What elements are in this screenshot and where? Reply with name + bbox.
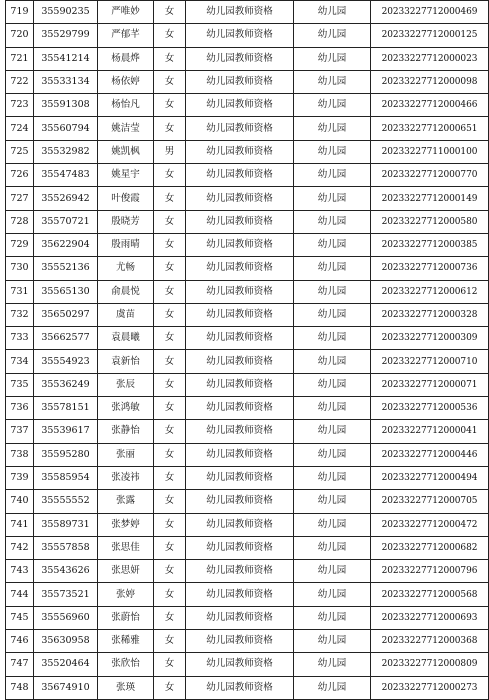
table-row (6, 513, 489, 536)
row-number-cell: 739 (6, 466, 34, 489)
sex-cell: 女 (154, 560, 186, 583)
row-number-cell: 733 (6, 327, 34, 350)
name-cell: 张思佳 (98, 536, 154, 559)
id-cell: 35595280 (34, 443, 98, 466)
id-cell: 35555552 (34, 490, 98, 513)
certificate-number-cell: 20233227712000273 (371, 676, 489, 699)
sex-cell: 男 (154, 140, 186, 163)
table-row (6, 583, 489, 606)
name-cell: 张婷 (98, 583, 154, 606)
certificate-type-cell: 幼儿园教师资格 (186, 1, 294, 24)
sex-cell: 女 (154, 490, 186, 513)
certificate-type-cell: 幼儿园教师资格 (186, 583, 294, 606)
certificate-type-cell: 幼儿园教师资格 (186, 676, 294, 699)
sex-cell: 女 (154, 47, 186, 70)
name-cell: 张露 (98, 490, 154, 513)
id-cell: 35650297 (34, 303, 98, 326)
certificate-number-cell: 20233227712000580 (371, 210, 489, 233)
certificate-number-cell: 20233227712000328 (371, 303, 489, 326)
id-cell: 35565130 (34, 280, 98, 303)
table-row (6, 373, 489, 396)
certificate-type-cell: 幼儿园教师资格 (186, 303, 294, 326)
name-cell: 杨晨烨 (98, 47, 154, 70)
row-number-cell: 722 (6, 70, 34, 93)
subject-cell: 幼儿园 (294, 513, 371, 536)
id-cell: 35578151 (34, 397, 98, 420)
row-number-cell: 737 (6, 420, 34, 443)
name-cell: 虞苗 (98, 303, 154, 326)
table-row (6, 536, 489, 559)
row-number-cell: 736 (6, 397, 34, 420)
subject-cell: 幼儿园 (294, 303, 371, 326)
id-cell: 35520464 (34, 653, 98, 676)
name-cell: 张丽 (98, 443, 154, 466)
certificate-type-cell: 幼儿园教师资格 (186, 350, 294, 373)
row-number-cell: 730 (6, 257, 34, 280)
row-number-cell: 745 (6, 606, 34, 629)
table-row (6, 117, 489, 140)
row-number-cell: 719 (6, 1, 34, 24)
sex-cell: 女 (154, 536, 186, 559)
sex-cell: 女 (154, 94, 186, 117)
certificate-number-cell: 20233227712000125 (371, 24, 489, 47)
table-row (6, 653, 489, 676)
certificate-type-cell: 幼儿园教师资格 (186, 420, 294, 443)
id-cell: 35554923 (34, 350, 98, 373)
id-cell: 35539617 (34, 420, 98, 443)
id-cell: 35532982 (34, 140, 98, 163)
id-cell: 35560794 (34, 117, 98, 140)
subject-cell: 幼儿园 (294, 187, 371, 210)
name-cell: 张稀雅 (98, 630, 154, 653)
table-row (6, 443, 489, 466)
certificate-type-cell: 幼儿园教师资格 (186, 373, 294, 396)
row-number-cell: 729 (6, 233, 34, 256)
sex-cell: 女 (154, 70, 186, 93)
subject-cell: 幼儿园 (294, 536, 371, 559)
certificate-table (5, 0, 489, 700)
sex-cell: 女 (154, 653, 186, 676)
subject-cell: 幼儿园 (294, 24, 371, 47)
certificate-type-cell: 幼儿园教师资格 (186, 490, 294, 513)
certificate-number-cell: 20233227712000469 (371, 1, 489, 24)
certificate-number-cell: 20233227712000149 (371, 187, 489, 210)
certificate-number-cell: 20233227712000682 (371, 536, 489, 559)
certificate-type-cell: 幼儿园教师资格 (186, 94, 294, 117)
table-row (6, 466, 489, 489)
sex-cell: 女 (154, 513, 186, 536)
certificate-type-cell: 幼儿园教师资格 (186, 47, 294, 70)
sex-cell: 女 (154, 327, 186, 350)
certificate-type-cell: 幼儿园教师资格 (186, 140, 294, 163)
certificate-type-cell: 幼儿园教师资格 (186, 560, 294, 583)
certificate-type-cell: 幼儿园教师资格 (186, 443, 294, 466)
row-number-cell: 720 (6, 24, 34, 47)
certificate-number-cell: 20233227712000041 (371, 420, 489, 443)
id-cell: 35662577 (34, 327, 98, 350)
sex-cell: 女 (154, 583, 186, 606)
subject-cell: 幼儿园 (294, 257, 371, 280)
row-number-cell: 731 (6, 280, 34, 303)
name-cell: 严郁芊 (98, 24, 154, 47)
name-cell: 张思妍 (98, 560, 154, 583)
certificate-type-cell: 幼儿园教师资格 (186, 536, 294, 559)
name-cell: 姚凯枫 (98, 140, 154, 163)
row-number-cell: 738 (6, 443, 34, 466)
id-cell: 35622904 (34, 233, 98, 256)
certificate-number-cell: 20233227712000770 (371, 164, 489, 187)
subject-cell: 幼儿园 (294, 164, 371, 187)
certificate-number-cell: 20233227712000472 (371, 513, 489, 536)
certificate-number-cell: 20233227712000466 (371, 94, 489, 117)
certificate-number-cell: 20233227712000736 (371, 257, 489, 280)
table-row (6, 187, 489, 210)
certificate-number-cell: 20233227712000796 (371, 560, 489, 583)
subject-cell: 幼儿园 (294, 490, 371, 513)
subject-cell: 幼儿园 (294, 70, 371, 93)
sex-cell: 女 (154, 24, 186, 47)
id-cell: 35529799 (34, 24, 98, 47)
table-row (6, 257, 489, 280)
id-cell: 35543626 (34, 560, 98, 583)
certificate-number-cell: 20233227712000693 (371, 606, 489, 629)
table-row (6, 47, 489, 70)
row-number-cell: 741 (6, 513, 34, 536)
certificate-number-cell: 20233227712000385 (371, 233, 489, 256)
certificate-number-cell: 20233227712000309 (371, 327, 489, 350)
row-number-cell: 740 (6, 490, 34, 513)
sex-cell: 女 (154, 117, 186, 140)
name-cell: 张蔚怡 (98, 606, 154, 629)
certificate-type-cell: 幼儿园教师资格 (186, 24, 294, 47)
subject-cell: 幼儿园 (294, 280, 371, 303)
table-row (6, 70, 489, 93)
id-cell: 35589731 (34, 513, 98, 536)
row-number-cell: 742 (6, 536, 34, 559)
name-cell: 俞晨悦 (98, 280, 154, 303)
row-number-cell: 726 (6, 164, 34, 187)
table-row (6, 280, 489, 303)
sex-cell: 女 (154, 676, 186, 699)
name-cell: 殷晓芳 (98, 210, 154, 233)
row-number-cell: 746 (6, 630, 34, 653)
id-cell: 35536249 (34, 373, 98, 396)
id-cell: 35674910 (34, 676, 98, 699)
sex-cell: 女 (154, 233, 186, 256)
name-cell: 严唯妙 (98, 1, 154, 24)
id-cell: 35570721 (34, 210, 98, 233)
subject-cell: 幼儿园 (294, 676, 371, 699)
table-row (6, 303, 489, 326)
certificate-number-cell: 20233227712000536 (371, 397, 489, 420)
id-cell: 35547483 (34, 164, 98, 187)
subject-cell: 幼儿园 (294, 140, 371, 163)
subject-cell: 幼儿园 (294, 47, 371, 70)
name-cell: 姚洁莹 (98, 117, 154, 140)
id-cell: 35585954 (34, 466, 98, 489)
name-cell: 张鸿敏 (98, 397, 154, 420)
certificate-number-cell: 20233227712000494 (371, 466, 489, 489)
name-cell: 殷雨晴 (98, 233, 154, 256)
certificate-type-cell: 幼儿园教师资格 (186, 653, 294, 676)
certificate-type-cell: 幼儿园教师资格 (186, 117, 294, 140)
row-number-cell: 721 (6, 47, 34, 70)
certificate-number-cell: 20233227712000071 (371, 373, 489, 396)
sex-cell: 女 (154, 350, 186, 373)
certificate-number-cell: 20233227712000612 (371, 280, 489, 303)
name-cell: 张梦婷 (98, 513, 154, 536)
id-cell: 35556960 (34, 606, 98, 629)
row-number-cell: 727 (6, 187, 34, 210)
sex-cell: 女 (154, 606, 186, 629)
certificate-type-cell: 幼儿园教师资格 (186, 606, 294, 629)
certificate-type-cell: 幼儿园教师资格 (186, 513, 294, 536)
row-number-cell: 723 (6, 94, 34, 117)
certificate-number-cell: 20233227712000809 (371, 653, 489, 676)
table-row (6, 560, 489, 583)
table-row (6, 397, 489, 420)
subject-cell: 幼儿园 (294, 560, 371, 583)
certificate-type-cell: 幼儿园教师资格 (186, 164, 294, 187)
name-cell: 张瑛 (98, 676, 154, 699)
row-number-cell: 747 (6, 653, 34, 676)
name-cell: 张辰 (98, 373, 154, 396)
id-cell: 35590235 (34, 1, 98, 24)
row-number-cell: 735 (6, 373, 34, 396)
sex-cell: 女 (154, 1, 186, 24)
row-number-cell: 744 (6, 583, 34, 606)
subject-cell: 幼儿园 (294, 606, 371, 629)
row-number-cell: 748 (6, 676, 34, 699)
certificate-number-cell: 20233227712000710 (371, 350, 489, 373)
subject-cell: 幼儿园 (294, 350, 371, 373)
subject-cell: 幼儿园 (294, 466, 371, 489)
row-number-cell: 743 (6, 560, 34, 583)
certificate-number-cell: 20233227712000023 (371, 47, 489, 70)
table-row (6, 24, 489, 47)
name-cell: 袁晨曦 (98, 327, 154, 350)
subject-cell: 幼儿园 (294, 653, 371, 676)
table-row (6, 164, 489, 187)
table-row (6, 233, 489, 256)
certificate-number-cell: 20233227712000368 (371, 630, 489, 653)
table-row (6, 490, 489, 513)
subject-cell: 幼儿园 (294, 443, 371, 466)
sex-cell: 女 (154, 210, 186, 233)
row-number-cell: 728 (6, 210, 34, 233)
table-row (6, 327, 489, 350)
certificate-type-cell: 幼儿园教师资格 (186, 257, 294, 280)
id-cell: 35557858 (34, 536, 98, 559)
subject-cell: 幼儿园 (294, 94, 371, 117)
table-row (6, 630, 489, 653)
subject-cell: 幼儿园 (294, 1, 371, 24)
certificate-number-cell: 20233227712000705 (371, 490, 489, 513)
row-number-cell: 734 (6, 350, 34, 373)
name-cell: 张凌祎 (98, 466, 154, 489)
name-cell: 张静怡 (98, 420, 154, 443)
id-cell: 35573521 (34, 583, 98, 606)
certificate-type-cell: 幼儿园教师资格 (186, 397, 294, 420)
sex-cell: 女 (154, 164, 186, 187)
sex-cell: 女 (154, 303, 186, 326)
id-cell: 35526942 (34, 187, 98, 210)
sex-cell: 女 (154, 630, 186, 653)
subject-cell: 幼儿园 (294, 233, 371, 256)
subject-cell: 幼儿园 (294, 373, 371, 396)
table-row (6, 94, 489, 117)
name-cell: 张欣怡 (98, 653, 154, 676)
certificate-type-cell: 幼儿园教师资格 (186, 70, 294, 93)
row-number-cell: 725 (6, 140, 34, 163)
table-row (6, 606, 489, 629)
sex-cell: 女 (154, 397, 186, 420)
table-row (6, 210, 489, 233)
name-cell: 杨怡凡 (98, 94, 154, 117)
sex-cell: 女 (154, 187, 186, 210)
table-row (6, 676, 489, 699)
sex-cell: 女 (154, 443, 186, 466)
name-cell: 袁新怡 (98, 350, 154, 373)
table-body (6, 1, 489, 700)
certificate-number-cell: 20233227712000446 (371, 443, 489, 466)
subject-cell: 幼儿园 (294, 420, 371, 443)
sex-cell: 女 (154, 257, 186, 280)
id-cell: 35541214 (34, 47, 98, 70)
certificate-type-cell: 幼儿园教师资格 (186, 327, 294, 350)
name-cell: 杨依婷 (98, 70, 154, 93)
table-row (6, 140, 489, 163)
sex-cell: 女 (154, 466, 186, 489)
row-number-cell: 732 (6, 303, 34, 326)
certificate-number-cell: 20233227712000651 (371, 117, 489, 140)
name-cell: 尤畅 (98, 257, 154, 280)
id-cell: 35533134 (34, 70, 98, 93)
id-cell: 35552136 (34, 257, 98, 280)
subject-cell: 幼儿园 (294, 327, 371, 350)
subject-cell: 幼儿园 (294, 210, 371, 233)
certificate-type-cell: 幼儿园教师资格 (186, 187, 294, 210)
certificate-type-cell: 幼儿园教师资格 (186, 233, 294, 256)
sex-cell: 女 (154, 420, 186, 443)
certificate-type-cell: 幼儿园教师资格 (186, 210, 294, 233)
name-cell: 姚星宇 (98, 164, 154, 187)
certificate-number-cell: 20233227712000568 (371, 583, 489, 606)
certificate-number-cell: 20233227711000100 (371, 140, 489, 163)
row-number-cell: 724 (6, 117, 34, 140)
certificate-type-cell: 幼儿园教师资格 (186, 280, 294, 303)
table-row (6, 1, 489, 24)
subject-cell: 幼儿园 (294, 630, 371, 653)
name-cell: 叶俊霞 (98, 187, 154, 210)
certificate-number-cell: 20233227712000098 (371, 70, 489, 93)
subject-cell: 幼儿园 (294, 583, 371, 606)
certificate-type-cell: 幼儿园教师资格 (186, 630, 294, 653)
sex-cell: 女 (154, 280, 186, 303)
certificate-type-cell: 幼儿园教师资格 (186, 466, 294, 489)
table-row (6, 350, 489, 373)
id-cell: 35630958 (34, 630, 98, 653)
subject-cell: 幼儿园 (294, 397, 371, 420)
sex-cell: 女 (154, 373, 186, 396)
subject-cell: 幼儿园 (294, 117, 371, 140)
id-cell: 35591308 (34, 94, 98, 117)
table-row (6, 420, 489, 443)
